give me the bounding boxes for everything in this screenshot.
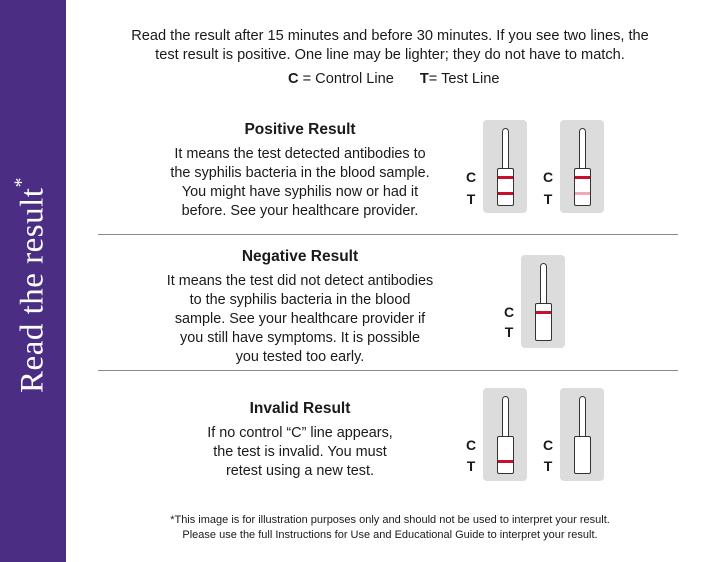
t-label: T	[543, 191, 553, 207]
negative-heading: Negative Result	[241, 248, 359, 265]
c-label: C	[503, 304, 515, 320]
legend: C = Control Line T= Test Line	[288, 71, 500, 87]
positive-heading: Positive Result	[244, 121, 356, 138]
t-label: T	[543, 458, 553, 474]
sidebar-title: Read the result*	[10, 177, 51, 393]
t-label: T	[466, 191, 476, 207]
divider	[98, 234, 678, 235]
divider	[98, 370, 678, 371]
positive-test-strip	[483, 120, 527, 213]
positive-faint-test-strip	[560, 120, 604, 213]
negative-section: Negative Result It means the test did not detect antibodies to the syphilis bacteria in the blood sample. See your healthcare provider if you still have symptoms. It is possible you tested too early.	[150, 248, 450, 367]
c-label: C	[542, 169, 554, 185]
c-label: C	[465, 437, 477, 453]
invalid-heading: Invalid Result	[249, 400, 351, 417]
t-label: T	[504, 324, 514, 340]
invalid-section: Invalid Result If no control “C” line appears, the test is invalid. You must retest using a new test.	[150, 400, 450, 481]
invalid-no-line-strip	[560, 388, 604, 481]
positive-section: Positive Result It means the test detected antibodies to the syphilis bacteria in the blood sample. You might have syphilis now or had it before. See your healthcare provider.	[150, 121, 450, 221]
sidebar	[0, 0, 66, 562]
c-label: C	[465, 169, 477, 185]
intro-text: Read the result after 15 minutes and before 30 minutes. If you see two lines, the test result is positive. One line may be lighter; they do not have to match.	[131, 28, 649, 63]
footnote: *This image is for illustration purposes only and should not be used to interpret your result. Please use the full Instructions for Use and Educational Guide to interpret your result.	[170, 514, 610, 541]
c-label: C	[542, 437, 554, 453]
t-label: T	[466, 458, 476, 474]
negative-test-strip	[521, 255, 565, 348]
invalid-test-line-only-strip	[483, 388, 527, 481]
